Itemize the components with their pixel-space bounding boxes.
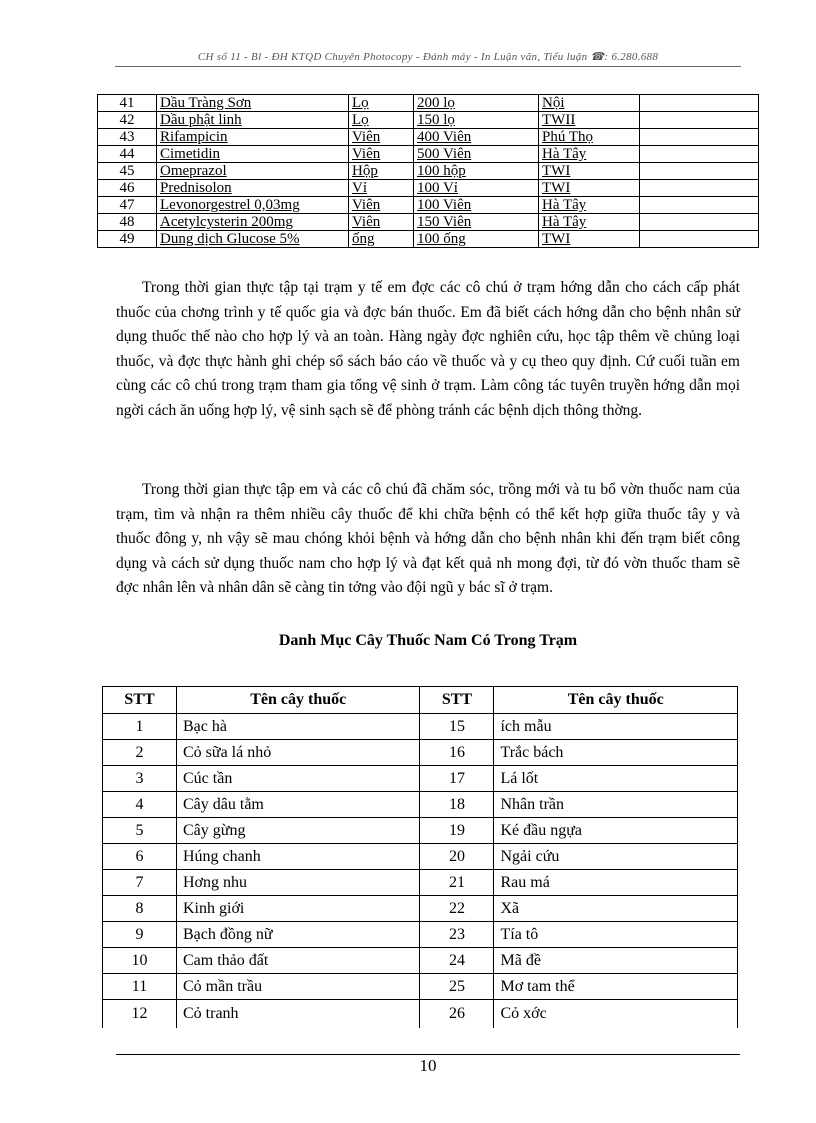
- table-cell: Viên: [349, 129, 414, 146]
- herb-list-title: Danh Mục Cây Thuốc Nam Có Trong Trạm: [278, 632, 578, 649]
- page-number: 10: [419, 1056, 437, 1075]
- table-row: [103, 766, 738, 792]
- herb-number: 16: [420, 740, 494, 766]
- herb-number: 10: [103, 948, 177, 974]
- table-row: [98, 180, 759, 197]
- herb-name: Cây dâu tằm: [177, 792, 420, 818]
- table-cell: TWI: [539, 163, 640, 180]
- column-header-herb-name: Tên cây thuốc: [177, 687, 420, 714]
- table-row: [98, 129, 759, 146]
- herb-name: Mơ tam thể: [494, 974, 738, 1000]
- table-cell: 46: [98, 180, 157, 197]
- herb-number: 8: [103, 896, 177, 922]
- herb-name: Ngải cứu: [494, 844, 738, 870]
- footer-divider: [116, 1054, 740, 1055]
- herb-number: 21: [420, 870, 494, 896]
- herb-number: 9: [103, 922, 177, 948]
- table-row: [103, 844, 738, 870]
- herb-name: Lá lốt: [494, 766, 738, 792]
- table-row: [103, 714, 738, 740]
- table-cell: Lọ: [349, 112, 414, 129]
- herb-number: 22: [420, 896, 494, 922]
- table-cell: Viên: [349, 146, 414, 163]
- table-cell: TWII: [539, 112, 640, 129]
- table-cell: 47: [98, 197, 157, 214]
- table-cell: Viên: [349, 197, 414, 214]
- herb-name: Cỏ sữa lá nhỏ: [177, 740, 420, 766]
- herb-number: 23: [420, 922, 494, 948]
- herb-name: Xã: [494, 896, 738, 922]
- herb-name: Bạch đồng nữ: [177, 922, 420, 948]
- table-cell: Lọ: [349, 95, 414, 112]
- table-cell: ống: [349, 231, 414, 248]
- table-cell: 48: [98, 214, 157, 231]
- herb-name: ích mẫu: [494, 714, 738, 740]
- herb-number: 12: [103, 1000, 177, 1029]
- table-cell: Hộp: [349, 163, 414, 180]
- herb-name: Bạc hà: [177, 714, 420, 740]
- herb-number: 24: [420, 948, 494, 974]
- herb-name: Cỏ tranh: [177, 1000, 420, 1029]
- table-cell: Dầu Tràng Sơn: [157, 95, 349, 112]
- herb-name: Tía tô: [494, 922, 738, 948]
- herb-number: 19: [420, 818, 494, 844]
- table-cell: 150 lọ: [414, 112, 539, 129]
- herb-number: 26: [420, 1000, 494, 1029]
- table-row: [103, 870, 738, 896]
- herb-name: Trắc bách: [494, 740, 738, 766]
- paragraph-herbal-garden: Trong thời gian thực tập em và các cô chú đã chăm sóc, trồng mới và tu bổ vờn thuốc nam của trạm, tìm và nhận ra thêm nhiều cây thuốc để khi chữa bệnh có thể kết hợp giữa thuốc tây y và thuốc đông y, nh vậy sẽ mau chóng khỏi bệnh và hớng dẫn cho bệnh nhân khi đến trạm biết công dụng và cách sử dụng thuốc nam cho hợp lý và đạt kết quả nh mong đợi, từ đó vờn thuốc tham sẽ đợc nhân lên và nhân dân sẽ càng tin tởng vào đội ngũ y bác sĩ ở trạm.: [116, 481, 740, 597]
- herb-number: 2: [103, 740, 177, 766]
- herb-number: 5: [103, 818, 177, 844]
- table-cell: 100 Viên: [414, 197, 539, 214]
- table-row: [103, 974, 738, 1000]
- herb-number: 4: [103, 792, 177, 818]
- herb-table-header-row: [103, 687, 738, 714]
- table-row: [98, 95, 759, 112]
- table-cell: Cimetidin: [157, 146, 349, 163]
- herb-name: Húng chanh: [177, 844, 420, 870]
- herb-number: 20: [420, 844, 494, 870]
- table-cell: Hà Tây: [539, 214, 640, 231]
- table-cell: [640, 197, 759, 214]
- table-cell: Hà Tây: [539, 197, 640, 214]
- table-cell: Omeprazol: [157, 163, 349, 180]
- table-row: [103, 922, 738, 948]
- table-cell: [640, 180, 759, 197]
- table-cell: Vỉ: [349, 180, 414, 197]
- drug-table: [97, 94, 759, 248]
- table-row: [98, 231, 759, 248]
- table-cell: [640, 112, 759, 129]
- header-divider: [115, 66, 741, 67]
- herb-name: Cam thảo đất: [177, 948, 420, 974]
- table-row: [98, 146, 759, 163]
- herb-number: 1: [103, 714, 177, 740]
- herb-number: 7: [103, 870, 177, 896]
- table-cell: Phú Thọ: [539, 129, 640, 146]
- table-cell: Prednisolon: [157, 180, 349, 197]
- table-cell: 400 Viên: [414, 129, 539, 146]
- table-cell: Viên: [349, 214, 414, 231]
- table-cell: Rifampicin: [157, 129, 349, 146]
- herb-number: 11: [103, 974, 177, 1000]
- herb-number: 3: [103, 766, 177, 792]
- table-cell: [640, 129, 759, 146]
- herb-name: Cỏ xớc: [494, 1000, 738, 1029]
- table-row: [103, 792, 738, 818]
- table-cell: TWI: [539, 180, 640, 197]
- table-cell: 41: [98, 95, 157, 112]
- herb-name: Cúc tần: [177, 766, 420, 792]
- table-row: [103, 740, 738, 766]
- table-cell: 43: [98, 129, 157, 146]
- table-cell: 45: [98, 163, 157, 180]
- table-cell: 500 Viên: [414, 146, 539, 163]
- table-cell: Dầu phật linh: [157, 112, 349, 129]
- table-cell: 44: [98, 146, 157, 163]
- paragraph-internship-duties: Trong thời gian thực tập tại trạm y tế em đợc các cô chú ở trạm hớng dẫn cho cách cấp phát thuốc của chơng trình y tế quốc gia và đợc bán thuốc. Em đã biết cách hớng dẫn cho bệnh nhân sử dụng thuốc thế nào cho hợp lý và an toàn. Hàng ngày đợc nghiên cứu, học tập thêm về chủng loại thuốc, và đợc thực hành ghi chép sổ sách báo cáo về thuốc và y cụ theo quy định. Cứ cuối tuần em cùng các cô chú trong trạm tham gia tổng vệ sinh ở trạm. Làm công tác tuyên truyền hớng dẫn mọi ngời cách ăn uống hợp lý, vệ sinh sạch sẽ để phòng tránh các bệnh dịch thông thờng.: [116, 279, 740, 419]
- table-cell: 150 Viên: [414, 214, 539, 231]
- table-cell: 200 lọ: [414, 95, 539, 112]
- herb-number: 17: [420, 766, 494, 792]
- table-cell: [640, 231, 759, 248]
- table-cell: Levonorgestrel 0,03mg: [157, 197, 349, 214]
- table-row: [98, 163, 759, 180]
- page-header: CH số 11 - Bl - ĐH KTQD Chuyên Photocopy - Đánh máy - In Luận văn, Tiểu luận ☎: 6.280.688: [197, 51, 659, 63]
- herb-name: Nhân trần: [494, 792, 738, 818]
- table-cell: Nội: [539, 95, 640, 112]
- table-row: [103, 896, 738, 922]
- table-cell: [640, 214, 759, 231]
- table-row: [98, 112, 759, 129]
- table-row: [103, 818, 738, 844]
- table-row: [103, 1000, 738, 1029]
- herb-table: [102, 686, 738, 1028]
- table-row: [103, 948, 738, 974]
- herb-name: Cây gừng: [177, 818, 420, 844]
- herb-number: 6: [103, 844, 177, 870]
- column-header-herb-name: Tên cây thuốc: [494, 687, 738, 714]
- column-header-stt: STT: [103, 687, 177, 714]
- herb-name: Ké đầu ngựa: [494, 818, 738, 844]
- herb-name: Kinh giới: [177, 896, 420, 922]
- table-cell: [640, 95, 759, 112]
- herb-name: Hơng nhu: [177, 870, 420, 896]
- table-cell: 100 ống: [414, 231, 539, 248]
- table-cell: Hà Tây: [539, 146, 640, 163]
- table-cell: [640, 146, 759, 163]
- table-cell: 49: [98, 231, 157, 248]
- herb-name: Cỏ mần trầu: [177, 974, 420, 1000]
- herb-number: 18: [420, 792, 494, 818]
- table-cell: TWI: [539, 231, 640, 248]
- table-cell: 42: [98, 112, 157, 129]
- herb-name: Mã đề: [494, 948, 738, 974]
- table-row: [98, 214, 759, 231]
- table-cell: Dung dịch Glucose 5%: [157, 231, 349, 248]
- table-cell: Acetylcysterin 200mg: [157, 214, 349, 231]
- column-header-stt: STT: [420, 687, 494, 714]
- herb-number: 15: [420, 714, 494, 740]
- table-cell: 100 hộp: [414, 163, 539, 180]
- herb-number: 25: [420, 974, 494, 1000]
- table-cell: 100 Vỉ: [414, 180, 539, 197]
- table-cell: [640, 163, 759, 180]
- herb-name: Rau má: [494, 870, 738, 896]
- table-row: [98, 197, 759, 214]
